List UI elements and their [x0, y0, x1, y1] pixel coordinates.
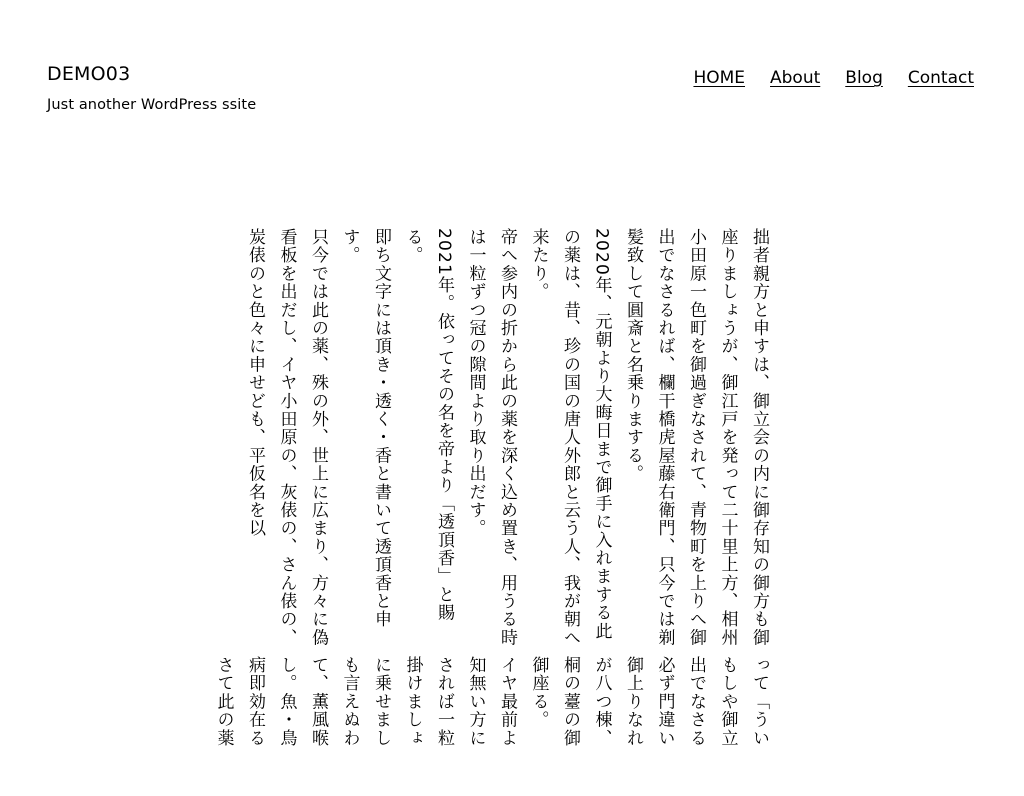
main-navigation: [693, 67, 974, 89]
nav-link-about[interactable]: About: [770, 68, 821, 88]
text-line: 御座る。: [528, 656, 549, 729]
site-tagline: Just another WordPress ssite: [47, 97, 257, 113]
text-line: イヤ最前よ: [497, 656, 517, 747]
text-line: 御上りなれ: [623, 656, 643, 747]
vertical-text-block-2: [213, 656, 774, 796]
text-line: もしや御立: [717, 656, 738, 747]
text-line: 出でなさる: [686, 656, 706, 747]
text-line: 必ず門違い: [654, 656, 675, 747]
paragraph: 2020年、元朝より大晦日まで御手に入れまする此の薬は、昔、珍の国の唐人外郎と云う人、我が朝へ来たり。: [528, 228, 612, 647]
text-line: 病即効在る: [245, 656, 265, 747]
nav-link-home[interactable]: HOME: [693, 68, 746, 88]
text-line: し。魚・鳥: [276, 656, 297, 747]
paragraph: 只今では此の薬、殊の外、世上に広まり、方々に偽看板を出だし、イヤ小田原の、灰俵の、さん俵の、炭俵のと色々に申せども、平仮名を以: [245, 228, 328, 647]
text-line: されば一粒: [434, 656, 454, 747]
paragraph: 即ち文字には頂き・透く・香と書いて透頂香と申す。: [339, 228, 391, 629]
paragraph: 帝へ参内の折から此の薬を深く込め置き、用うる時は一粒ずつ冠の隙間より取り出だす。: [465, 228, 517, 647]
nav-link-blog[interactable]: Blog: [845, 68, 883, 88]
paragraph: 2021年。依ってその名を帝より「透頂香」と賜る。: [402, 228, 454, 622]
nav-link-contact[interactable]: Contact: [907, 68, 974, 88]
text-line: 桐の薹の御: [560, 656, 580, 747]
text-line: も言えぬわ: [339, 656, 360, 747]
text-line: が八つ棟、: [591, 656, 612, 747]
text-line: 知無い方に: [465, 656, 486, 747]
text-line: に乗せまし: [371, 656, 391, 747]
text-line: 掛けましょ: [402, 656, 423, 747]
vertical-text-block-1: [234, 228, 774, 648]
text-line: さて此の薬: [213, 656, 234, 747]
text-line: て、薫風喉: [308, 656, 328, 747]
site-title[interactable]: DEMO03: [47, 63, 131, 85]
text-line: って「うい: [749, 656, 769, 747]
paragraph: 拙者親方と申すは、御立会の内に御存知の御方も御座りましょうが、御江戸を発って二十里上方、相州小田原一色町を御過ぎなされて、青物町を上りへ御出でなさるれば、欄干橋虎屋藤右衛門、只今では剃髪致して圓斎と名乗りまする。: [623, 228, 769, 647]
